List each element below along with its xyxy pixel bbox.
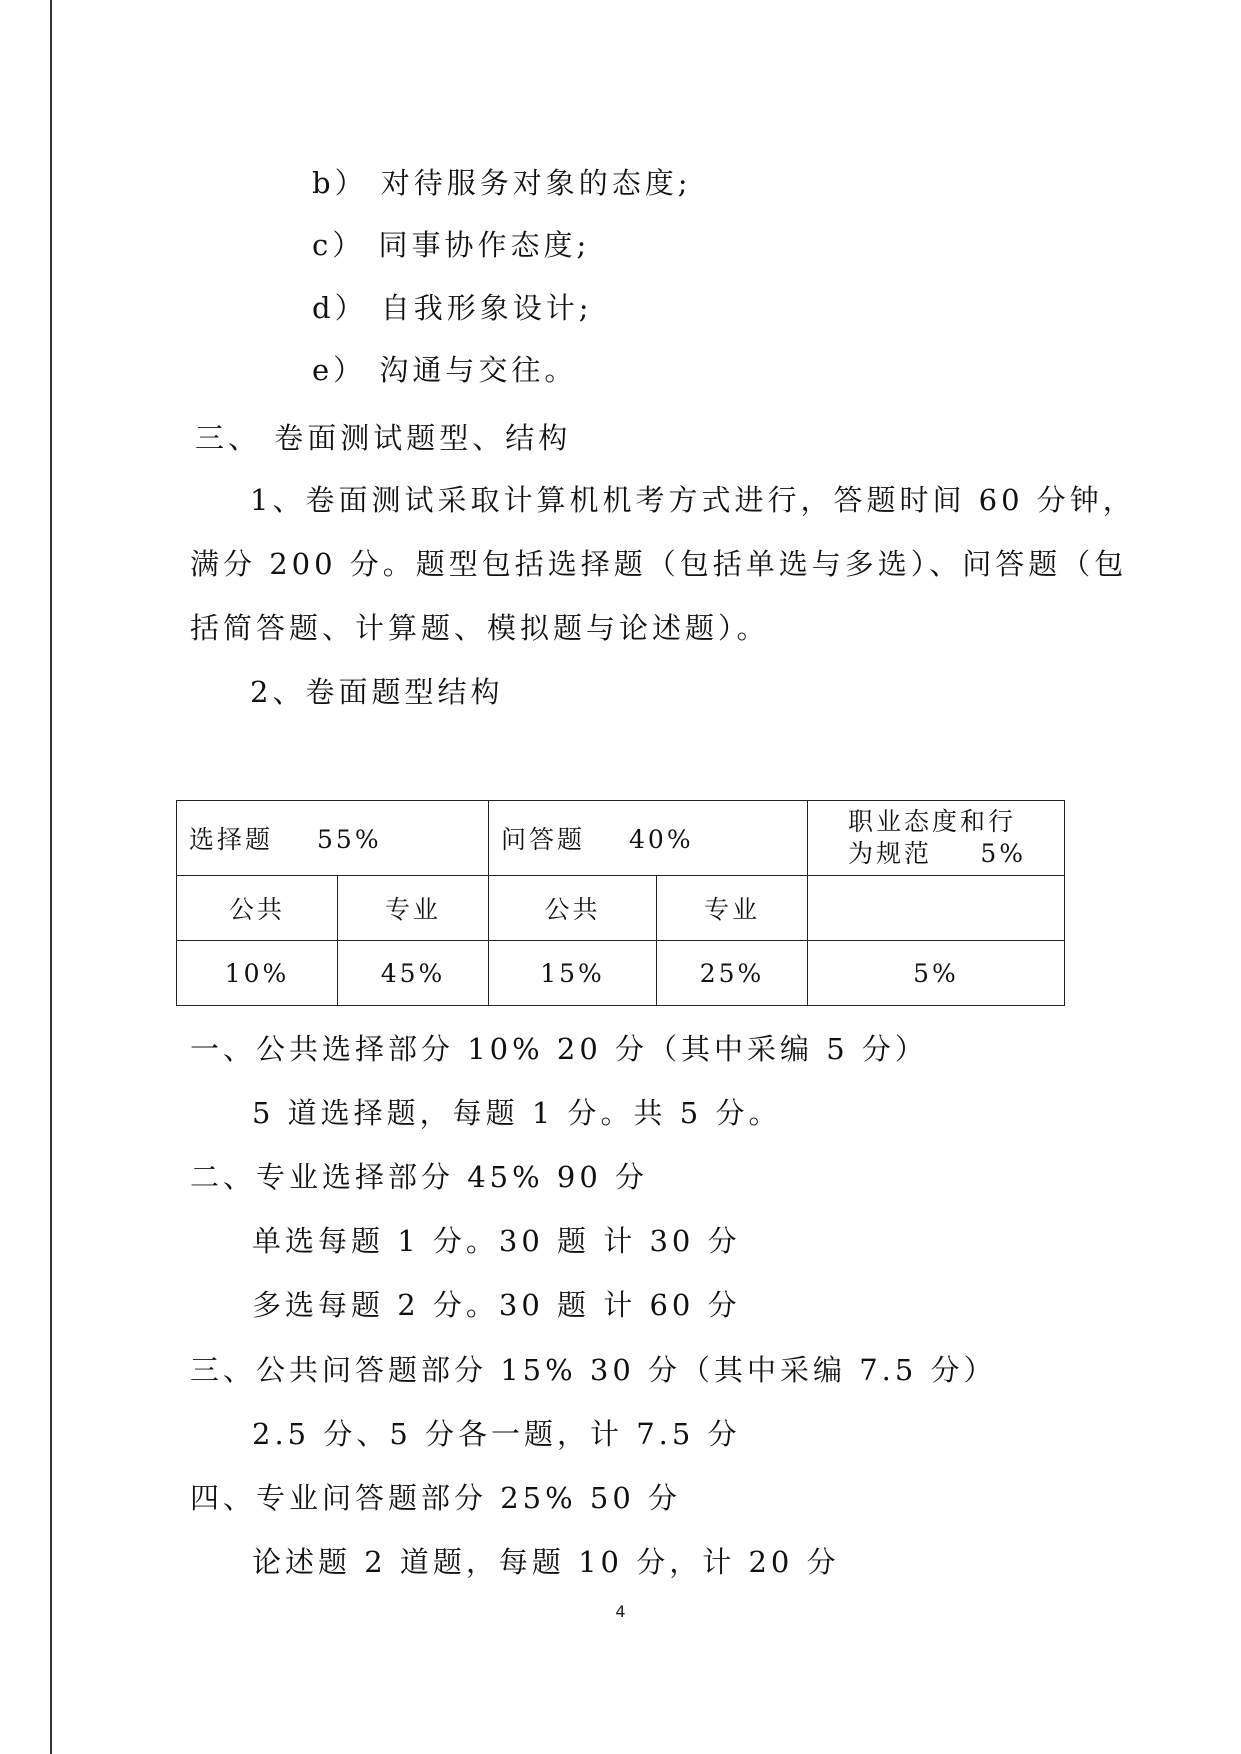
table-cell: 5% [808, 941, 1065, 1006]
table-cell: 专业 [338, 876, 489, 941]
table-cell: 25% [657, 941, 808, 1006]
qa-header-cell [489, 801, 808, 876]
list-item-e: e） 沟通与交往。 [312, 353, 578, 387]
section-3-heading: 三、公共问答题部分 15% 30 分（其中采编 7.5 分） [190, 1353, 997, 1387]
section-4-line-1: 论述题 2 道题，每题 10 分，计 20 分 [252, 1545, 840, 1579]
paragraph-2: 2、卷面题型结构 [250, 675, 504, 709]
table-cell: 10% [177, 941, 338, 1006]
section-1-line-1: 5 道选择题，每题 1 分。共 5 分。 [252, 1096, 782, 1130]
table-cell [808, 876, 1065, 941]
question-structure-table [176, 800, 1065, 1006]
section-1-heading: 一、公共选择部分 10% 20 分（其中采编 5 分） [190, 1032, 928, 1066]
table-cell: 公共 [177, 876, 338, 941]
section-2-line-2: 多选每题 2 分。30 题 计 60 分 [252, 1288, 741, 1322]
page-number: 4 [615, 1602, 626, 1621]
choice-percent: 55% [317, 825, 382, 854]
section-2-line-1: 单选每题 1 分。30 题 计 30 分 [252, 1224, 741, 1258]
table-cell: 公共 [489, 876, 657, 941]
binding-margin-line [50, 0, 52, 1754]
attitude-header-cell [808, 801, 1065, 876]
qa-percent: 40% [629, 825, 694, 854]
list-item-b: b） 对待服务对象的态度; [312, 166, 692, 200]
table-row [177, 801, 1065, 876]
section-heading-3: 三、 卷面测试题型、结构 [195, 421, 572, 455]
attitude-label-line-2: 为规范 [848, 839, 933, 868]
list-item-d: d） 自我形象设计; [312, 291, 593, 325]
paragraph-1-line-1: 1、卷面测试采取计算机机考方式进行，答题时间 60 分钟， [250, 483, 1136, 517]
table-cell: 专业 [657, 876, 808, 941]
section-3-line-1: 2.5 分、5 分各一题，计 7.5 分 [252, 1417, 741, 1451]
table-cell: 45% [338, 941, 489, 1006]
paragraph-1-line-2: 满分 200 分。题型包括选择题（包括单选与多选）、问答题（包 [190, 547, 1128, 581]
list-item-c: c） 同事协作态度; [312, 228, 591, 262]
section-4-heading: 四、专业问答题部分 25% 50 分 [190, 1481, 682, 1515]
attitude-label-line-1: 职业态度和行 [848, 807, 1017, 836]
choice-header-cell [177, 801, 489, 876]
table-row [177, 876, 1065, 941]
qa-label: 问答题 [501, 825, 586, 854]
table-row [177, 941, 1065, 1006]
table-cell: 15% [489, 941, 657, 1006]
attitude-percent: 5% [980, 839, 1026, 868]
section-2-heading: 二、专业选择部分 45% 90 分 [190, 1160, 649, 1194]
choice-label: 选择题 [189, 825, 274, 854]
paragraph-1-line-3: 括简答题、计算题、模拟题与论述题）。 [190, 611, 770, 645]
